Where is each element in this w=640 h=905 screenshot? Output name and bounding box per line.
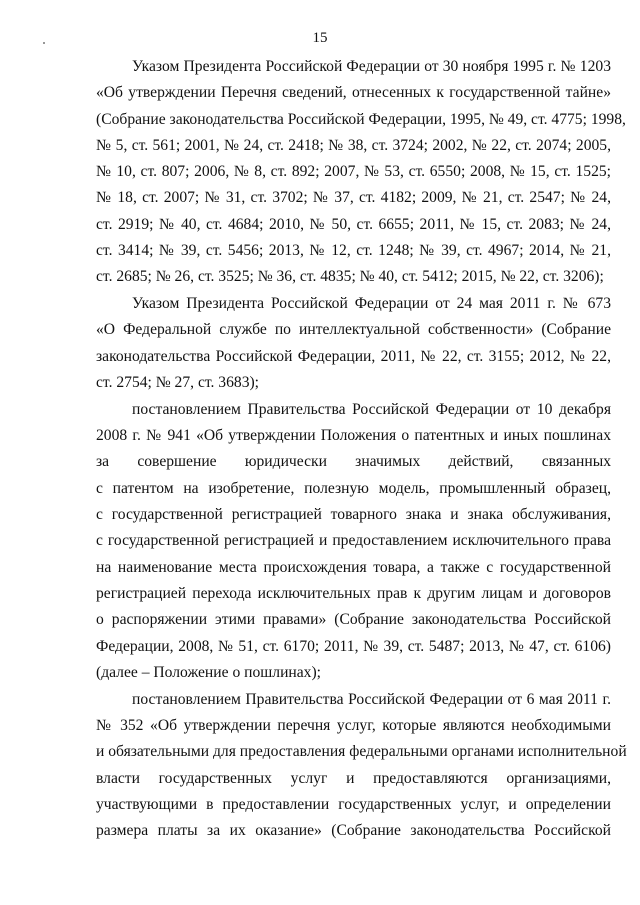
text-line: постановлением Правительства Российской Федерации от 10 декабря [132,400,611,418]
text-line: Указом Президента Российской Федерации от 24 мая 2011 г. № 673 [132,295,611,313]
text-line: № 352 «Об утверждении перечня услуг, которые являются необходимыми [96,716,611,734]
text-line: ст. 3414; № 39, ст. 5456; 2013, № 12, ст. 1248; № 39, ст. 4967; 2014, № 21, [96,242,611,260]
text-line: о распоряжении этими правами» (Собрание законодательства Российской [96,611,611,629]
text-line: регистрацией перехода исключительных прав к другим лицам и договоров [96,584,611,602]
text-line: постановлением Правительства Российской Федерации от 6 мая 2011 г. [132,690,611,708]
scan-speck [43,42,45,44]
text-line: «Об утверждении Перечня сведений, отнесенных к государственной тайне» [96,84,611,102]
text-line: (далее – Положение о пошлинах); [96,663,322,681]
text-line: ст. 2754; № 27, ст. 3683); [96,374,260,392]
text-line: участвующими в предоставлении государственных услуг, и определении [96,795,611,813]
page-number: 15 [312,30,328,46]
text-line: ст. 2919; № 40, ст. 4684; 2010, № 50, ст. 6655; 2011, № 15, ст. 2083; № 24, [96,215,611,233]
text-line: № 5, ст. 561; 2001, № 24, ст. 2418; № 38, ст. 3724; 2002, № 22, ст. 2074; 2005, [96,136,611,154]
document-body [96,54,627,845]
paragraph [96,54,626,291]
text-line: размера платы за их оказание» (Собрание законодательства Российской [96,822,611,840]
text-line: ст. 2685; № 26, ст. 3525; № 36, ст. 4835; № 40, ст. 5412; 2015, № 22, ст. 3206); [96,268,604,286]
paragraph [96,291,611,396]
text-line: № 18, ст. 2007; № 31, ст. 3702; № 37, ст. 4182; 2009, № 21, ст. 2547; № 24, [96,189,611,207]
text-line: с патентом на изобретение, полезную модель, промышленный образец, [96,479,611,497]
paragraph [96,687,627,845]
text-line: и обязательными для предоставления федеральными органами исполнительной [96,743,627,761]
text-line: с государственной регистрацией и предоставлением исключительного права [96,532,611,550]
text-line: Федерации, 2008, № 51, ст. 6170; 2011, № 39, ст. 5487; 2013, № 47, ст. 6106) [96,637,611,655]
text-line: № 10, ст. 807; 2006, № 8, ст. 892; 2007, № 53, ст. 6550; 2008, № 15, ст. 1525; [96,163,611,181]
text-line: (Собрание законодательства Российской Федерации, 1995, № 49, ст. 4775; 1998, [96,110,626,128]
text-line: «О Федеральной службе по интеллектуальной собственности» (Собрание [96,321,611,339]
text-line: на наименование места происхождения товара, а также с государственной [96,558,611,576]
text-line: 2008 г. № 941 «Об утверждении Положения о патентных и иных пошлинах [96,427,611,445]
text-line: за совершение юридически значимых действий, связанных [96,453,611,471]
paragraph [96,397,611,686]
text-line: с государственной регистрацией товарного знака и знака обслуживания, [96,506,611,524]
text-line: законодательства Российской Федерации, 2011, № 22, ст. 3155; 2012, № 22, [96,347,611,365]
text-line: Указом Президента Российской Федерации от 30 ноября 1995 г. № 1203 [132,58,611,75]
text-line: власти государственных услуг и предоставляются организациями, [96,769,611,787]
